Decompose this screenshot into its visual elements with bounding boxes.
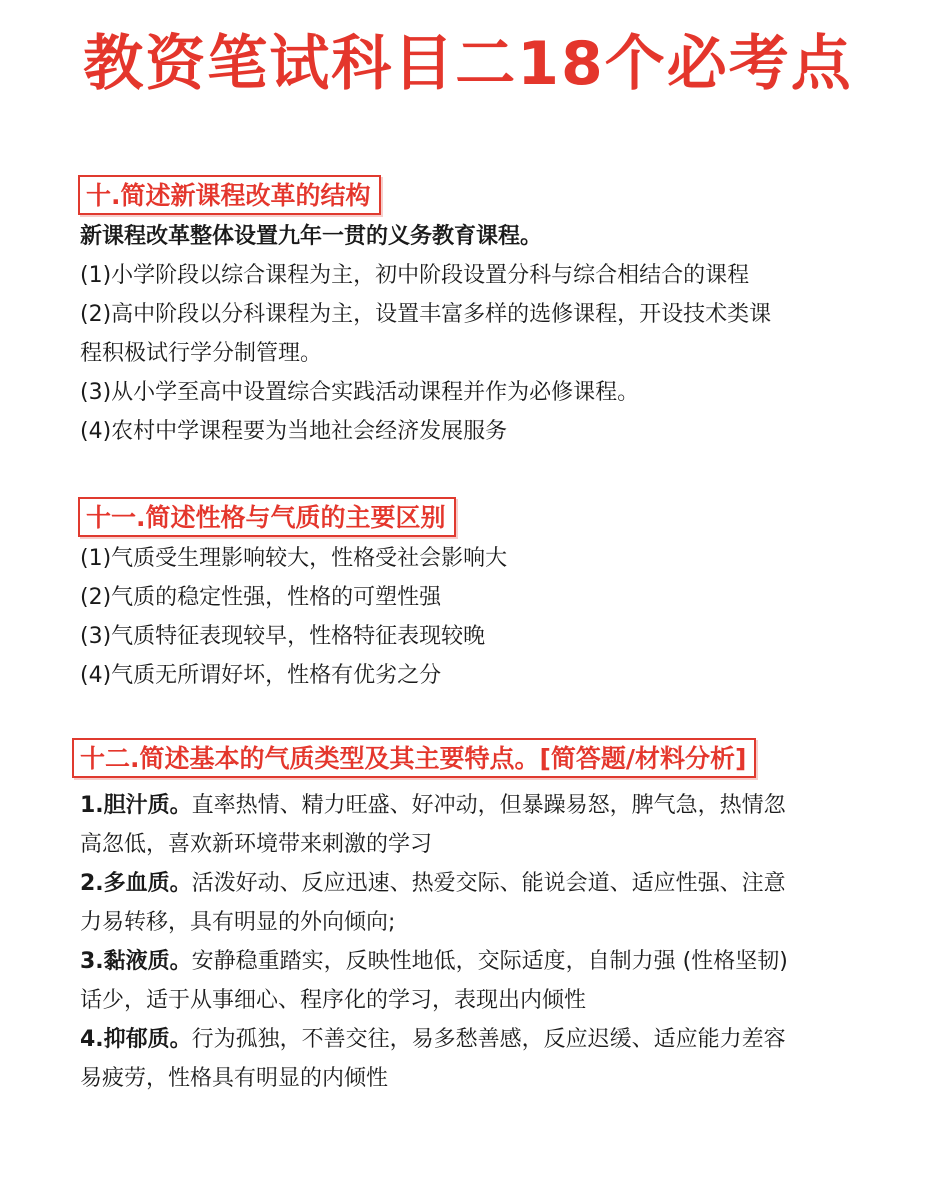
list-item: (2)气质的稳定性强，性格的可塑性强 [80, 585, 442, 610]
item-text: 安静稳重踏实，反映性地低，交际适度，自制力强 (性格坚韧) [191, 949, 788, 974]
list-item: (1)小学阶段以综合课程为主，初中阶段设置分科与综合相结合的课程 [80, 263, 750, 288]
list-item: (4)农村中学课程要为当地社会经济发展服务 [80, 419, 508, 444]
section-intro: 新课程改革整体设置九年一贯的义务教育课程。 [80, 224, 543, 249]
section-heading: 十一.简述性格与气质的主要区别 [78, 497, 456, 537]
list-item-continuation: 话少，适于从事细心、程序化的学习，表现出内倾性 [80, 988, 587, 1013]
section-heading: 十.简述新课程改革的结构 [78, 175, 381, 215]
item-term: 3.黏液质。 [80, 949, 192, 974]
list-item [80, 786, 880, 825]
list-item [80, 864, 880, 903]
page-title: 教资笔试科目二18个必考点 [83, 29, 853, 99]
section-personality-temperament [80, 497, 880, 695]
item-term: 4.抑郁质。 [80, 1027, 192, 1052]
list-item-continuation: 高忽低，喜欢新环境带来刺激的学习 [80, 832, 433, 857]
list-item-continuation: 力易转移，具有明显的外向倾向; [80, 910, 396, 935]
section-curriculum-reform [80, 175, 880, 451]
item-text: 直率热情、精力旺盛、好冲动，但暴躁易怒，脾气急，热情忽 [191, 793, 786, 818]
list-item: (3)气质特征表现较早，性格特征表现较晚 [80, 624, 486, 649]
item-text: 行为孤独，不善交往，易多愁善感，反应迟缓、适应能力差容 [191, 1027, 786, 1052]
section-heading: 十二.简述基本的气质类型及其主要特点。[简答题/材料分析] [72, 738, 756, 778]
list-item [80, 942, 880, 981]
item-text: 活泼好动、反应迅速、热爱交际、能说会道、适应性强、注意 [191, 871, 786, 896]
section-temperament-types [80, 738, 880, 1098]
list-item: (4)气质无所谓好坏，性格有优劣之分 [80, 663, 442, 688]
list-item: (3)从小学至高中设置综合实践活动课程并作为必修课程。 [80, 380, 640, 405]
list-item [80, 1020, 880, 1059]
list-item: (1)气质受生理影响较大，性格受社会影响大 [80, 546, 508, 571]
item-term: 2.多血质。 [80, 871, 192, 896]
list-item-continuation: 易疲劳，性格具有明显的内倾性 [80, 1066, 389, 1091]
list-item: (2)高中阶段以分科课程为主，设置丰富多样的选修课程，开设技术类课 [80, 302, 772, 327]
list-item: 程积极试行学分制管理。 [80, 341, 323, 366]
item-term: 1.胆汁质。 [80, 793, 192, 818]
